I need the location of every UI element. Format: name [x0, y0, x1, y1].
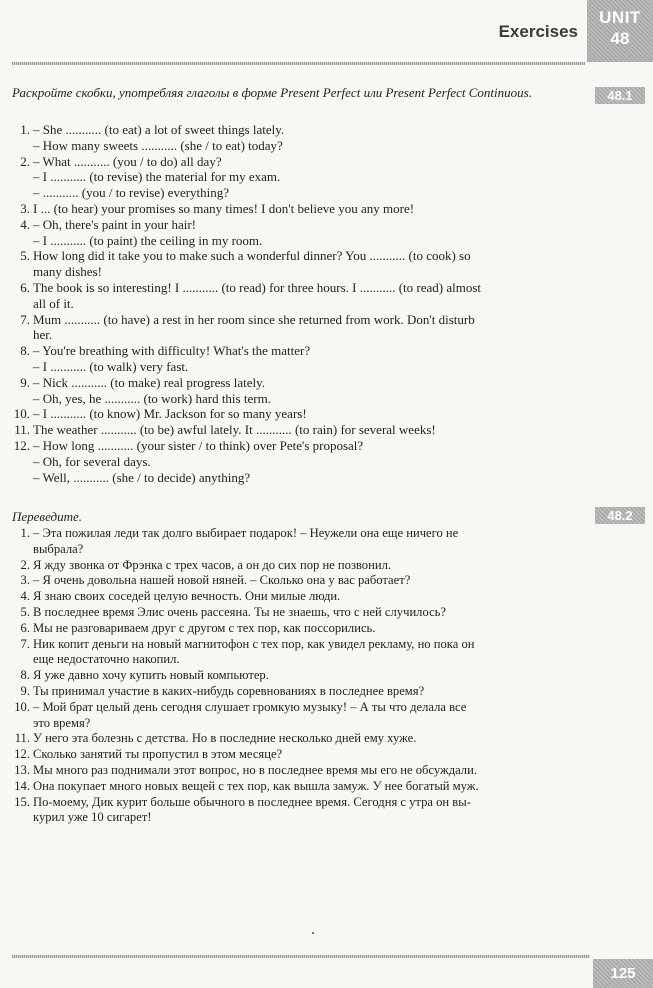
- item-number: 9.: [20, 683, 30, 698]
- exercise-line: [12, 810, 587, 826]
- exercise-2-list: [12, 526, 587, 826]
- exercise-line: [12, 154, 587, 170]
- item-number: 10.: [13, 406, 30, 422]
- item-number: 12.: [14, 747, 30, 762]
- item-text: – Мой брат целый день сегодня слушает громкую музыку! – А ты что делала все: [33, 699, 467, 714]
- item-text: Я уже давно хочу купить новый компьютер.: [33, 668, 269, 683]
- exercise-line: [12, 280, 587, 296]
- exercise-line: [12, 731, 587, 747]
- item-number: 6.: [20, 620, 30, 635]
- item-text: – Oh, yes, he ........... (to work) hard this term.: [33, 390, 271, 406]
- item-text: Сколько занятий ты пропустил в этом месяце?: [33, 747, 283, 762]
- footer-divider: [12, 955, 590, 958]
- item-number: 4.: [20, 589, 30, 604]
- item-text: Я знаю своих соседей целую вечность. Они милые люди.: [33, 589, 341, 604]
- item-number: 4.: [20, 216, 30, 232]
- exercise-tag-48-1: 48.1: [595, 87, 645, 104]
- exercise-line: [12, 264, 587, 280]
- item-number: 12.: [13, 437, 30, 453]
- item-text: – I ........... (to paint) the ceiling in my room.: [33, 232, 263, 248]
- exercise-line: [12, 542, 587, 558]
- exercise-line: [12, 684, 587, 700]
- item-text: курил уже 10 сигарет!: [33, 810, 152, 825]
- item-text: Мы много раз поднимали этот вопрос, но в последнее время мы его не обсуждали.: [33, 762, 477, 777]
- item-number: 2.: [20, 153, 30, 169]
- item-text: – Oh, there's paint in your hair!: [33, 216, 196, 232]
- exercise-line: [12, 454, 587, 470]
- exercise-line: [12, 668, 587, 684]
- exercise-line: [12, 652, 587, 668]
- item-text: The book is so interesting! I ........... (to read) for three hours. I ........... (to read) almost: [33, 279, 482, 295]
- exercise-line: [12, 391, 587, 407]
- exercise-line: [12, 716, 587, 732]
- exercise-line: [12, 637, 587, 653]
- item-text: Она покупает много новых вещей с тех пор, как вышла замуж. У нее богатый муж.: [33, 778, 479, 793]
- item-number: 3.: [20, 573, 30, 588]
- exercise-line: [12, 327, 587, 343]
- item-text: Mum ........... (to have) a rest in her room since she returned from work. Don't disturb: [33, 311, 475, 327]
- item-text: – How long ........... (your sister / to think) over Pete's proposal?: [33, 437, 364, 453]
- exercise-line: [12, 779, 587, 795]
- item-number: 9.: [20, 374, 30, 390]
- exercise-line: [12, 343, 587, 359]
- exercise-1-list: [12, 122, 587, 485]
- item-text: – Я очень довольна нашей новой няней. – Сколько она у вас работает?: [33, 573, 411, 588]
- item-text: Ник копит деньги на новый магнитофон с тех пор, как увидел рекламу, но пока он: [33, 636, 475, 651]
- exercise-line: [12, 747, 587, 763]
- item-text: это время?: [33, 715, 91, 730]
- item-number: 6.: [20, 279, 30, 295]
- item-text: У него эта болезнь с детства. Но в последние несколько дней ему хуже.: [33, 731, 417, 746]
- item-text: all of it.: [33, 295, 74, 311]
- unit-label: UNIT: [599, 8, 641, 27]
- exercise-1-instruction: Раскройте скобки, употребляя глаголы в форме Present Perfect или Present Perfect Continuous.: [12, 85, 532, 100]
- exercise-line: [12, 359, 587, 375]
- exercise-line: [12, 589, 587, 605]
- item-number: 8.: [20, 668, 30, 683]
- exercise-line: [12, 169, 587, 185]
- item-number: 3.: [20, 200, 30, 216]
- exercise-line: [12, 621, 587, 637]
- item-number: 15.: [14, 794, 30, 809]
- item-text: – I ........... (to walk) very fast.: [33, 358, 189, 374]
- item-number: 2.: [20, 557, 30, 572]
- item-text: – ........... (you / to revise) everything?: [33, 185, 230, 201]
- unit-badge: [587, 0, 653, 62]
- header-divider: [12, 62, 585, 65]
- item-number: 5.: [20, 604, 30, 619]
- item-text: How long did it take you to make such a wonderful dinner? You ........... (to cook) so: [33, 248, 471, 264]
- item-number: 13.: [14, 762, 30, 777]
- exercise-line: [12, 605, 587, 621]
- exercise-line: [12, 201, 587, 217]
- item-text: many dishes!: [33, 264, 102, 280]
- exercise-tag-48-2: 48.2: [595, 507, 645, 524]
- exercise-line: [12, 248, 587, 264]
- item-text: Я жду звонка от Фрэнка с трех часов, а он до сих пор не позвонил.: [33, 557, 391, 572]
- exercise-line: [12, 375, 587, 391]
- item-text: – Well, ........... (she / to decide) anything?: [33, 469, 251, 485]
- exercise-line: [12, 122, 587, 138]
- exercise-line: [12, 406, 587, 422]
- item-number: 1.: [20, 122, 30, 137]
- unit-number: 48: [610, 29, 630, 48]
- item-text: еще недостаточно накопил.: [33, 652, 180, 667]
- page-title: Exercises: [498, 22, 578, 41]
- item-text: выбрала?: [33, 541, 84, 556]
- exercise-line: [12, 217, 587, 233]
- item-text: – I ........... (to revise) the material for my exam.: [33, 169, 281, 185]
- item-number: 14.: [14, 778, 30, 793]
- exercise-line: [12, 185, 587, 201]
- exercise-line: [12, 700, 587, 716]
- exercise-line: [12, 763, 587, 779]
- item-text: Мы не разговариваем друг с другом с тех пор, как поссорились.: [33, 620, 376, 635]
- item-text: – Oh, for several days.: [33, 453, 151, 469]
- item-number: 7.: [20, 636, 30, 651]
- exercise-line: [12, 312, 587, 328]
- item-number: 5.: [20, 248, 30, 264]
- item-number: 1.: [20, 526, 30, 540]
- item-text: По-моему, Дик курит больше обычного в последнее время. Сегодня с утра он вы-: [33, 794, 471, 809]
- item-text: – She ........... (to eat) a lot of sweet things lately.: [33, 122, 285, 137]
- exercise-line: [12, 470, 587, 486]
- item-text: – What ........... (you / to do) all day?: [33, 153, 222, 169]
- item-text: В последнее время Элис очень рассеяна. Ты не знаешь, что с ней случилось?: [33, 604, 446, 619]
- item-number: 11.: [14, 731, 30, 746]
- item-text: The weather ........... (to be) awful lately. It ........... (to rain) for several weeks!: [33, 422, 436, 438]
- item-number: 11.: [14, 422, 30, 438]
- item-text: – You're breathing with difficulty! What's the matter?: [33, 343, 311, 359]
- item-text: her.: [33, 327, 53, 343]
- item-text: I ... (to hear) your promises so many times! I don't believe you any more!: [33, 200, 415, 216]
- item-number: 7.: [20, 311, 30, 327]
- decorative-dot: [312, 932, 314, 934]
- exercise-line: [12, 296, 587, 312]
- exercise-line: [12, 438, 587, 454]
- item-text: – Nick ........... (to make) real progress lately.: [33, 374, 266, 390]
- exercise-line: [12, 422, 587, 438]
- item-text: – I ........... (to know) Mr. Jackson for so many years!: [33, 406, 307, 422]
- item-number: 8.: [20, 343, 30, 359]
- item-text: Ты принимал участие в каких-нибудь соревнованиях в последнее время?: [33, 683, 425, 698]
- exercise-line: [12, 558, 587, 574]
- exercise-line: [12, 795, 587, 811]
- page-number: 125: [593, 959, 653, 988]
- exercise-line: [12, 526, 587, 542]
- exercise-line: [12, 233, 587, 249]
- exercise-line: [12, 138, 587, 154]
- item-text: – How many sweets ........... (she / to eat) today?: [33, 137, 283, 153]
- exercise-2-instruction: Переведите.: [12, 509, 83, 524]
- exercise-line: [12, 573, 587, 589]
- item-number: 10.: [14, 699, 30, 714]
- item-text: – Эта пожилая леди так долго выбирает подарок! – Неужели она еще ничего не: [33, 526, 459, 540]
